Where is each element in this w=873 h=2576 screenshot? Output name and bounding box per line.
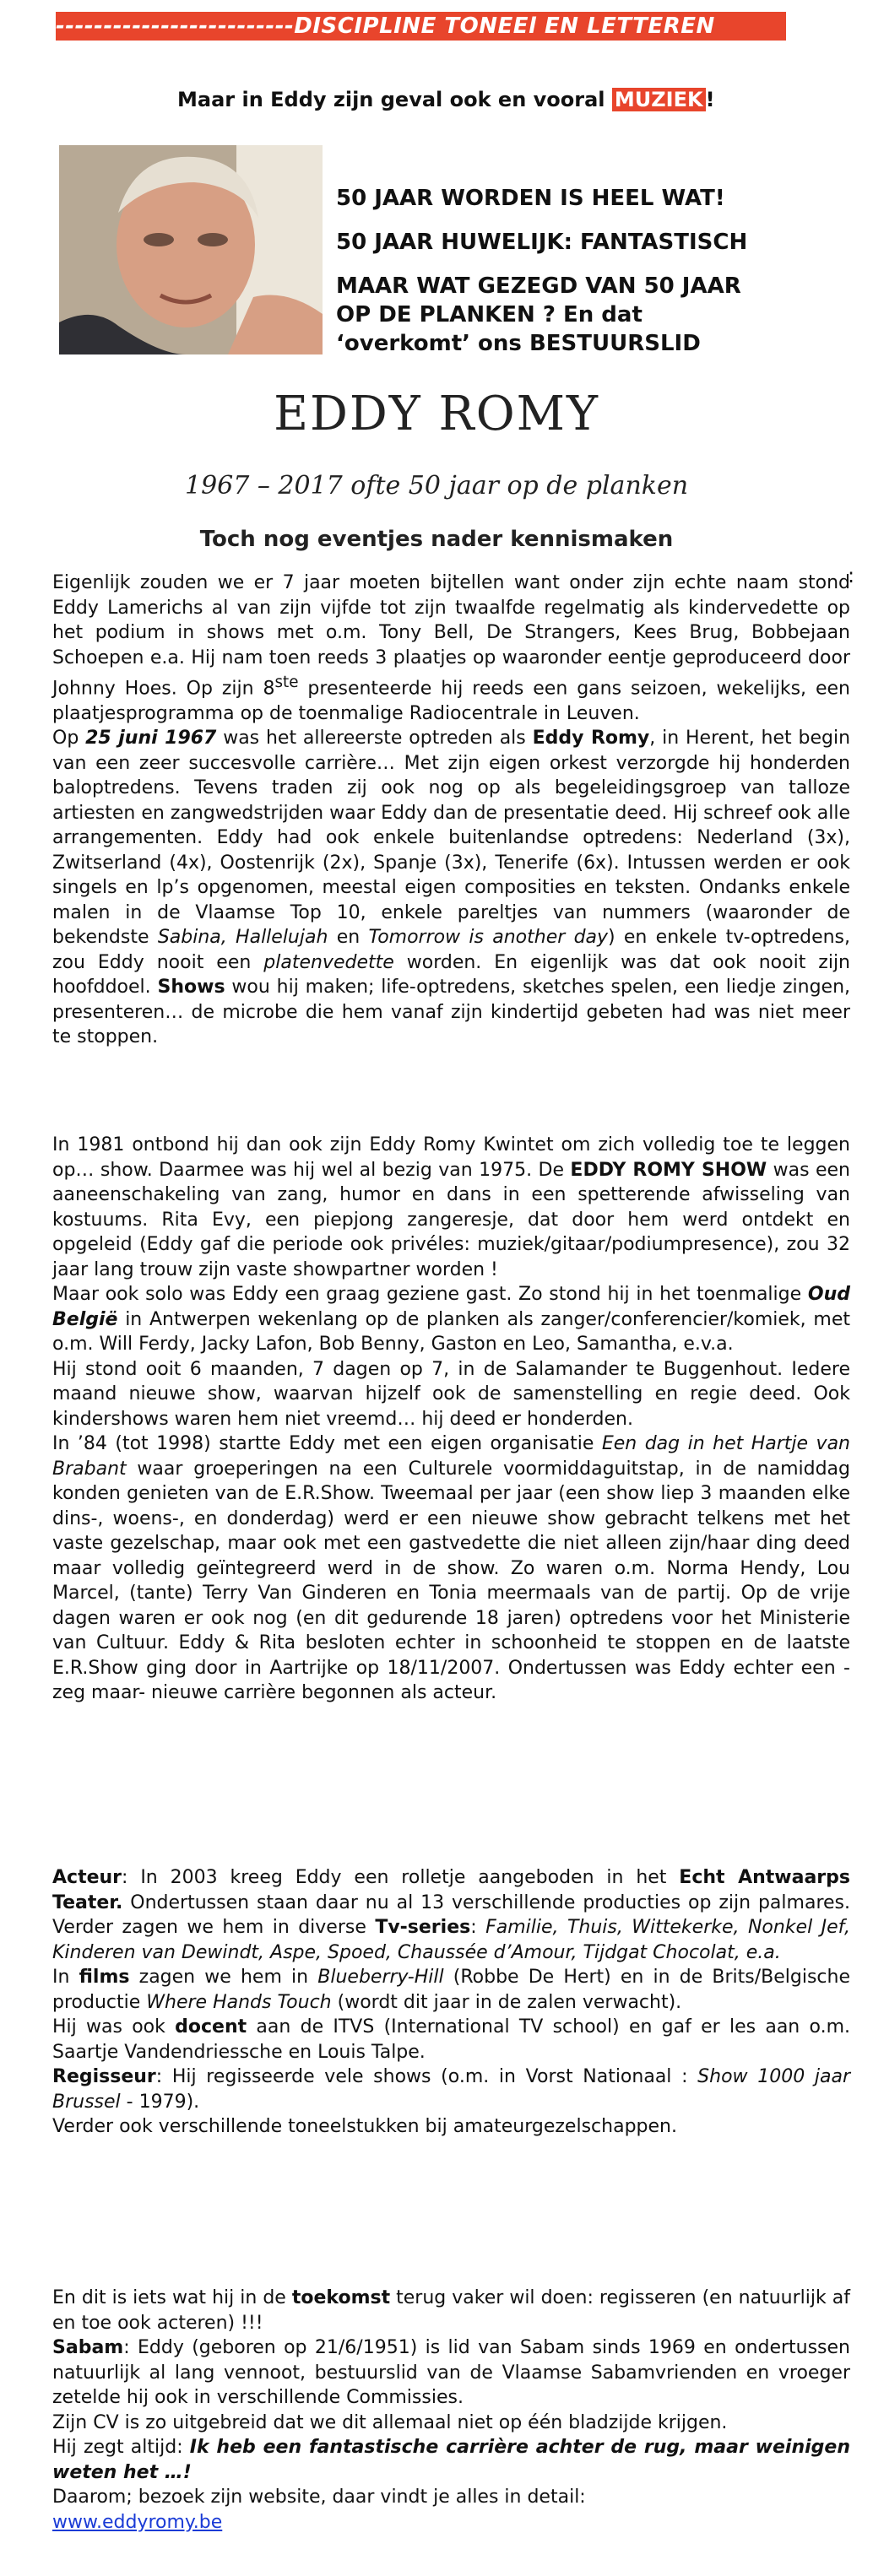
paragraph-future <box>52 2286 850 2535</box>
section-banner: -------------------------DISCIPLINE TONEEl EN LETTEREN <box>56 12 786 41</box>
paragraph-kwintet: In 1981 ontbond hij dan ook zijn Eddy Romy Kwintet om zich volledig toe te leggen op… show. Daarmee was hij wel al bezig van 1975. De EDDY ROMY SHOW was een aaneenschakeling van zang, humor en dans in een spetterende afwisseling van kostuums. Rita Evy, een piepjong zangeresje, dat door hem werd ontdekt en opgeleid (Eddy gaf die periode ook privéles: muziek/gitaar/podiumpresence), zou 32 jaar lang trouw zijn vaste showpartner worden ! <box>52 1134 850 1280</box>
paragraph-website: Daarom; bezoek zijn website, daar vindt je alles in detail: <box>52 2487 586 2508</box>
paragraph-regisseur: Regisseur: Hij regisseerde vele shows (o.m. in Vorst Nationaal : Show 1000 jaar Brussel - 1979). <box>52 2066 850 2113</box>
paragraph-salamander: Hij stond ooit 6 maanden, 7 dagen op 7, in de Salamander te Buggenhout. Iedere maand nieuwe show, waarvan hijzelf ook de samenstelling en regie deed. Ook kindershows waren hem niet vreemd… hij deed er honderden. <box>52 1358 850 1430</box>
headline-2: 50 JAAR HUWELIJK: FANTASTISCH <box>336 230 748 255</box>
paragraph-first-show: Op 25 juni 1967 was het allereerste optreden als Eddy Romy, in Herent, het begin van een zeer succesvolle carrière… Met zijn eigen orkest verzorgde hij honderden baloptredens. Tevens traden zij ook nog op als begeleidingsgroep van talloze artiesten en zangwedstrijden waar Eddy dan de presentatie deed. Hij schreef ook alle arrangementen. Eddy had ook enkele buitenlandse optredens: Nederland (3x), Zwitserland (4x), Oostenrijk (2x), Spanje (3x), Tenerife (6x). Intussen werden er ook singels en lp’s opgenomen, meestal eigen composities en teksten. Ondanks enkele malen in de Vlaamse Top 10, enkele pareltjes van nummers (waaronder de bekendste Sabina, Hallelujah en Tomorrow is another day) en enkele tv-optredens, zou Eddy nooit een platenvedette worden. En eigenlijk was dat ook nooit zijn hoofddoel. Shows wou hij maken; life-optredens, sketches spelen, een liedje zingen, presenteren… de microbe die hem vanaf zijn kindertijd gebeten had was niet meer te stoppen. <box>52 728 851 1048</box>
headline-1: 50 JAAR WORDEN IS HEEL WAT! <box>336 186 725 211</box>
tagline-end: ! <box>705 88 715 111</box>
paragraph-organisation: In ’84 (tot 1998) startte Eddy met een eigen organisatie Een dag in het Hartje van Brabant waar groeperingen na een Culturele voormiddaguitstap, in de namiddag konden genieten van de E.R.Show. Tweemaal per jaar (een show liep 3 maanden elke dins-, woens-, en donderdag) werd er een nieuwe show gebracht telkens met het vaste gezelschap, maar ook met een gastvedette die niet alleen zijn/haar ding deed maar volledig geïntegreerd werd in de show. Zo waren o.m. Norma Hendy, Lou Marcel, (tante) Terry Van Ginderen en Tonia meermaals van de partij. Op de vrije dagen waren er ook nog (en dit gedurende 18 jaren) optredens voor het Ministerie van Cultuur. Eddy & Rita besloten echter in schoonheid te stoppen en de laatste E.R.Show ging door in Aartrijke op 18/11/2007. Ondertussen was Eddy echter een -zeg maar- nieuwe carrière begonnen als acteur. <box>52 1433 850 1703</box>
page-title: EDDY ROMY <box>274 387 599 441</box>
paragraph-quote: Hij zegt altijd: Ik heb een fantastische carrière achter de rug, maar weinigen weten het …! <box>52 2437 850 2483</box>
paragraph-cv: Zijn CV is zo uitgebreid dat we dit allemaal niet op één bladzijde krijgen. <box>52 2411 728 2433</box>
page-subtitle: 1967 – 2017 ofte 50 jaar op de planken <box>184 471 689 501</box>
tagline-text: Maar in Eddy zijn geval ook en vooral <box>177 88 612 111</box>
portrait-photo <box>59 145 323 354</box>
paragraph-sabam: Sabam: Eddy (geboren op 21/6/1951) is lid van Sabam sinds 1969 en ondertussen natuurlijk al lang vennoot, bestuurslid van de Vlaamse Sabamvrienden en vroeger zetelde hij ook in verschillende Commissies. <box>52 2337 850 2408</box>
paragraph-childhood: Eigenlijk zouden we er 7 jaar moeten bijtellen want onder zijn echte naam stond Eddy Lamerichs al van zijn vijfde tot zijn twaalfde regelmatig als kindervedette op het podium in shows met o.m. Tony Bell, De Strangers, Kees Brug, Bobbejaan Schoepen e.a. Hij nam toen reeds 3 plaatjes op waaronder eentje geproduceerd door Johnny Hoes. Op zijn 8ste presenteerde hij reeds een gans seizoen, wekelijks, een plaatjesprogramma op de toenmalige Radiocentrale in Leuven. <box>52 572 850 724</box>
paragraph-show-career <box>52 1133 850 1706</box>
paragraph-acting <box>52 1865 850 2140</box>
tagline-highlight: MUZIEK <box>612 88 706 111</box>
paragraph-solo: Maar ook solo was Eddy een graag geziene gast. Zo stond hij in het toenmalige Oud België in Antwerpen wekenlang op de planken als zanger/conferencier/komiek, met o.m. Will Ferdy, Jacky Lafon, Bob Benny, Gaston en Leo, Samantha, e.v.a. <box>52 1284 850 1355</box>
margin-mark: : <box>848 564 855 587</box>
section-subhead: Toch nog eventjes nader kennismaken <box>199 527 674 552</box>
paragraph-films: In films zagen we hem in Blueberry-Hill (Robbe De Hert) en in de Brits/Belgische productie Where Hands Touch (wordt dit jaar in de zalen verwacht). <box>52 1967 851 2013</box>
website-link[interactable]: www.eddyromy.be <box>52 2511 223 2533</box>
headline-3: MAAR WAT GEZEGD VAN 50 JAAR <box>336 273 741 299</box>
headline-5: ‘overkomt’ ons BESTUURSLID <box>336 331 701 356</box>
paragraph-toekomst: En dit is iets wat hij in de toekomst terug vaker wil doen: regisseren (en natuurlijk af en toe ook acteren) !!! <box>52 2287 850 2334</box>
headline-4: OP DE PLANKEN ? En dat <box>336 302 643 327</box>
paragraph-acteur: Acteur: In 2003 kreeg Eddy een rolletje aangeboden in het Echt Antwaarps Teater. Ondertussen staan daar nu al 13 verschillende producties op zijn palmares. Verder zagen we hem in diverse Tv-series: Familie, Thuis, Wittekerke, Nonkel Jef, Kinderen van Dewindt, Aspe, Spoed, Chaussée d’Amour, Tijdgat Chocolat, e.a. <box>52 1867 850 1963</box>
tagline <box>177 88 715 111</box>
portrait-illustration <box>59 145 323 354</box>
paragraph-early-career <box>52 571 850 1050</box>
paragraph-docent: Hij was ook docent aan de ITVS (International TV school) en gaf er les aan o.m. Saartje Vandendriessche en Louis Talpe. <box>52 2016 851 2063</box>
paragraph-amateur: Verder ook verschillende toneelstukken bij amateurgezelschappen. <box>52 2116 677 2137</box>
